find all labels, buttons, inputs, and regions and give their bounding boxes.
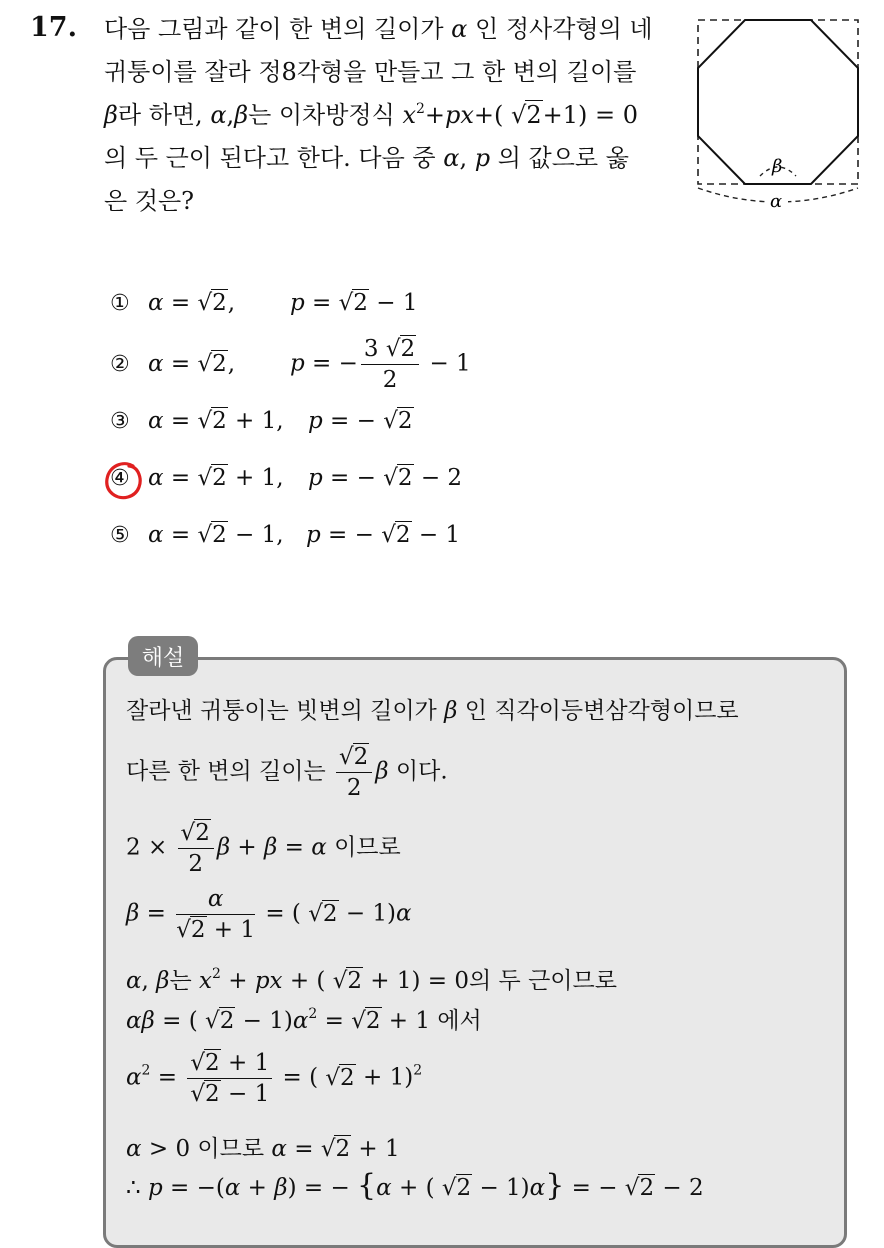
octagon-figure — [690, 16, 864, 212]
choice-1[interactable]: ① α = √2, p = √2 − 1 — [110, 290, 418, 316]
question-line-4: 의 두 근이 된다고 한다. 다음 중 α, p 의 값으로 옳 — [104, 144, 629, 172]
question-line-2: 귀퉁이를 잘라 정8각형을 만들고 그 한 변의 길이를 — [104, 58, 637, 86]
solution-line-5: α, β는 $x^2$ + px + ( √2 + 1) = 0의 두 근이므로 — [126, 966, 617, 994]
solution-line-6: αβ = ( $√2 - 1)\alpha^2 = √2 + 1$ 에서 — [126, 1006, 482, 1034]
choice-3[interactable]: ③ α = √2 + 1, p = − √2 — [110, 408, 413, 434]
solution-line-7: $\alpha^2$ = $\frac{√2 + 1}{√2 - 1}$ = ( √2 + 1)$^2$ — [126, 1050, 423, 1107]
alpha-label: α — [770, 191, 783, 212]
solution-line-8: α > 0 이므로 α = √2 + 1 — [126, 1136, 400, 1162]
beta-label: β — [772, 156, 783, 177]
choice-5[interactable]: ⑤ α = √2 − 1, p = − √2 − 1 — [110, 522, 461, 548]
solution-line-9: ∴ p = −(α + β) = − {α + ( √2 − 1)α} = − √2 − 2 — [126, 1168, 704, 1203]
solution-line-3: 2 × $\frac{√2}{2}$ β + β = α 이므로 — [126, 820, 401, 877]
solution-label: 해설 — [128, 636, 198, 676]
choice-2[interactable]: ② α = √2, p = − $\frac{3 √2}{2}$ − 1 — [110, 336, 471, 393]
answer-mark-circle — [103, 460, 145, 502]
solution-line-1: 잘라낸 귀퉁이는 빗변의 길이가 β 인 직각이등변삼각형이므로 — [126, 698, 739, 724]
question-number: 17. — [30, 12, 77, 43]
solution-line-2: 다른 한 변의 길이는 $\frac{√2}{2}$ β 이다. — [126, 744, 448, 801]
solution-line-4: β = $\frac{\alpha}{√2 + 1}$ = ( √2 − 1)α — [126, 886, 412, 943]
question-text — [104, 8, 664, 223]
question-line-1: 다음 그림과 같이 한 변의 길이가 α 인 정사각형의 네 — [104, 15, 653, 43]
choice-4[interactable]: ④ α = √2 + 1, p = − √2 − 2 — [110, 465, 463, 491]
question-line-3: β라 하면, α,β는 이차방정식 $x^2+px+$( √2+1) = 0 — [104, 101, 638, 129]
question-line-5: 은 것은? — [104, 187, 195, 215]
